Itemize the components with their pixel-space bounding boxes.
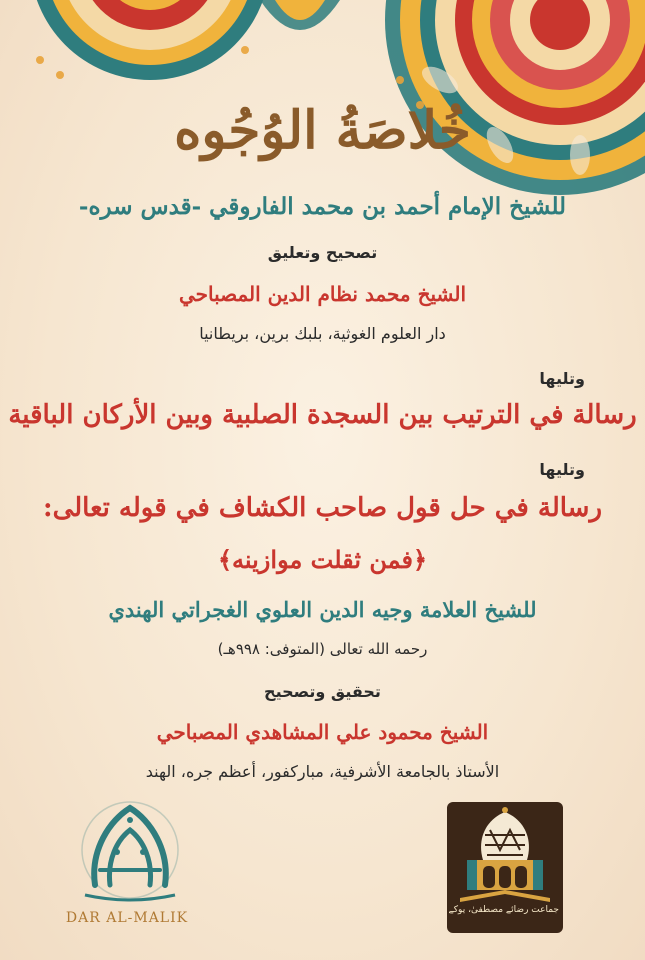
publisher-caption: جماعت رضائے مصطفیٰ، یوکے — [448, 905, 559, 915]
followed-by-label-2: وتليها — [539, 460, 585, 479]
treatise-2-title: رسالة في حل قول صاحب الكشاف في قوله تعالى: — [42, 493, 603, 523]
verifier-affiliation: الأستاذ بالجامعة الأشرفية، مباركفور، أعظم جره، الهند — [145, 762, 500, 781]
dar-al-malik-caption: DAR AL-MALIK — [65, 910, 189, 926]
editor-name: الشيخ محمد نظام الدين المصباحي — [178, 282, 467, 306]
editing-label: تصحيح وتعليق — [267, 243, 378, 262]
second-author: للشيخ العلامة وجيه الدين العلوي الغجراتي الهندي — [108, 597, 537, 622]
editor-affiliation: دار العلوم الغوثية، بلبك برين، بريطانيا — [199, 324, 446, 343]
quran-verse: ﴿فمن ثقلت موازينه﴾ — [217, 545, 428, 574]
author-byline: للشيخ الإمام أحمد بن محمد الفاروقي -قدس سره- — [78, 193, 567, 220]
verification-label: تحقيق وتصحيح — [264, 682, 381, 701]
second-author-note: رحمه الله تعالى (المتوفى: ٩٩٨هـ) — [217, 640, 428, 658]
followed-by-label-1: وتليها — [539, 369, 585, 388]
verifier-name: الشيخ محمود علي المشاهدي المصباحي — [156, 720, 489, 744]
book-title: خُلاصَةُ الوُجُوه — [174, 100, 471, 161]
treatise-1-title: رسالة في الترتيب بين السجدة الصلبية وبين الأركان الباقية — [8, 400, 637, 430]
